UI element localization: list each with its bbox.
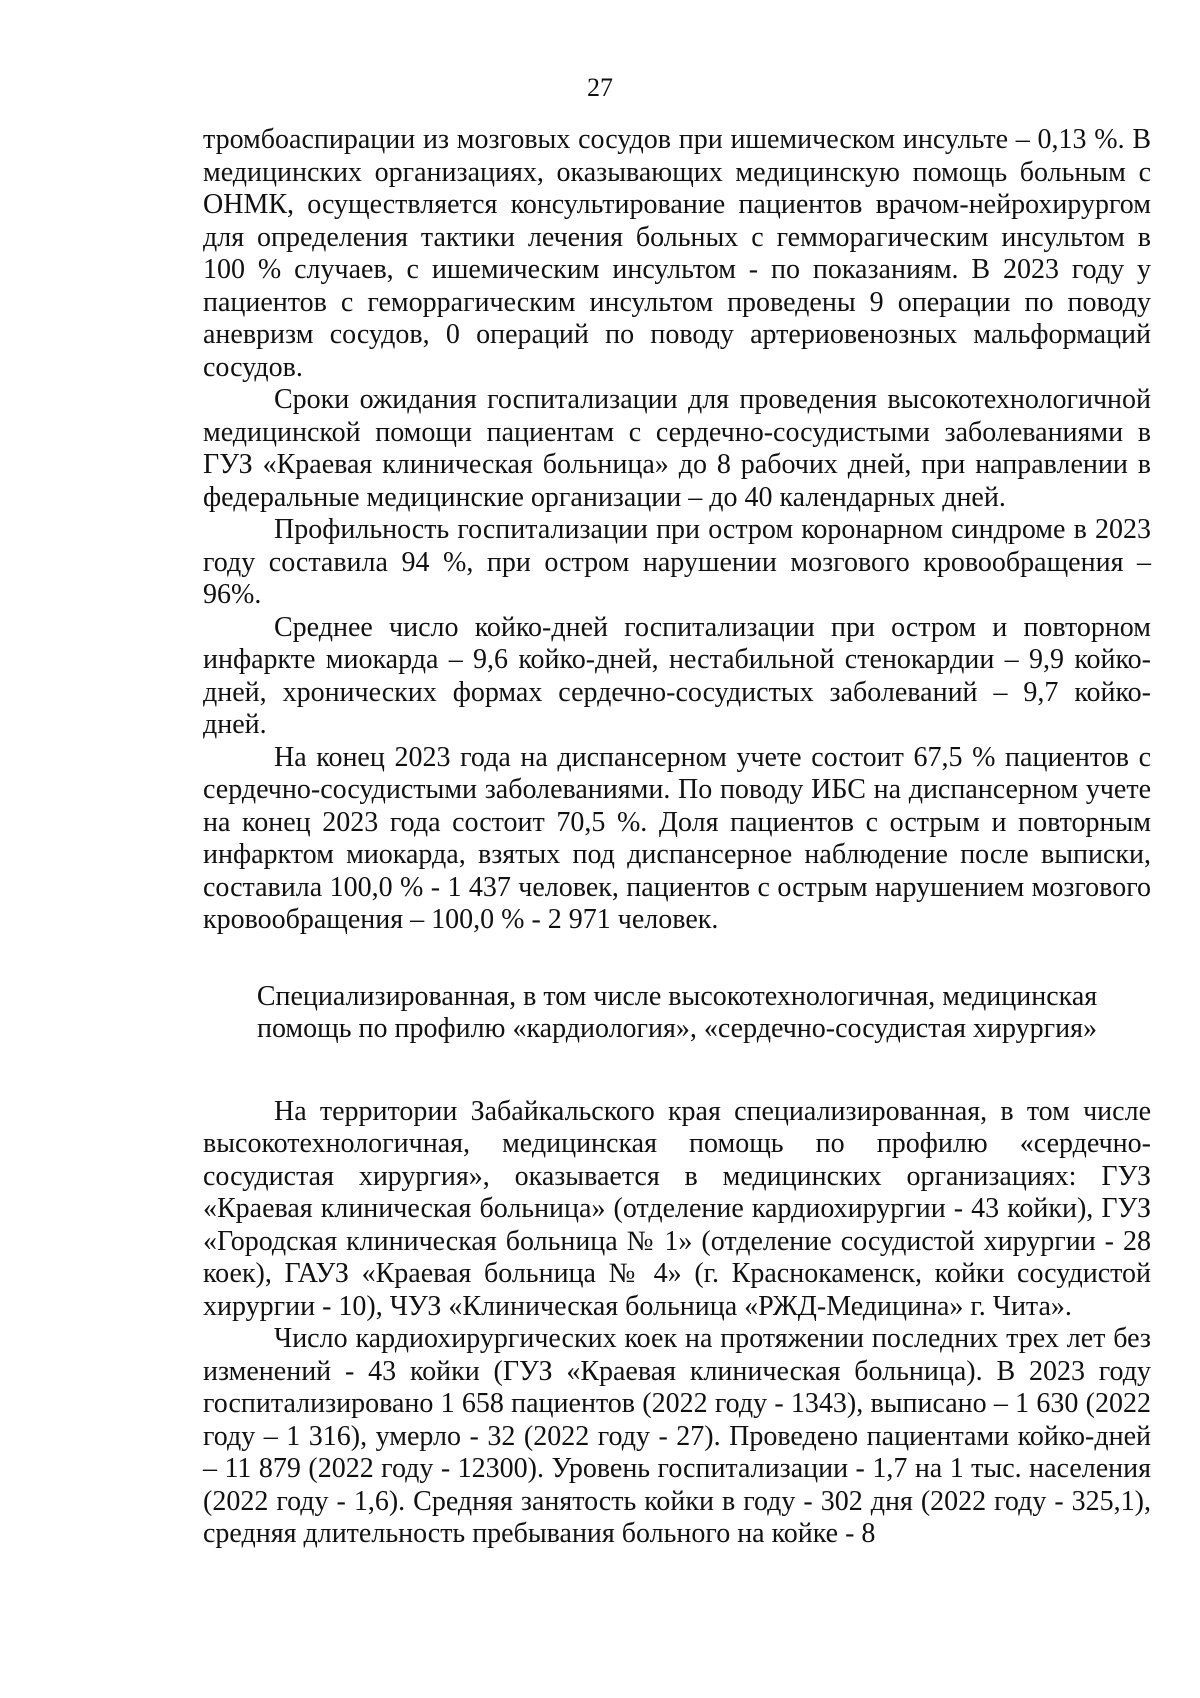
section-heading-line-2: помощь по профилю «кардиология», «сердечно-сосудистая хирургия» xyxy=(256,1013,1098,1044)
paragraph-waiting-times: Сроки ожидания госпитализации для проведения высокотехнологичной медицинской помощи пациентам с сердечно-сосудистыми заболеваниями в ГУЗ «Краевая клиническая больница» до 8 рабочих дней, при направлении в федеральные медицинские организации – до 40 календарных дней. xyxy=(203,384,1151,513)
paragraph-cardiosurgery-beds: Число кардиохирургических коек на протяжении последних трех лет без изменений - 43 койки (ГУЗ «Краевая клиническая больница). В 2023 году госпитализировано 1 658 пациентов (2022 году - 1343), выписано – 1 630 (2022 году – 1 316), умерло - 32 (2022 году - 27). Проведено пациентами койко-дней – 11 879 (2022 году - 12300). Уровень госпитализации - 1,7 на 1 тыс. населения (2022 году - 1,6). Средняя занятость койки в году - 302 дня (2022 году - 325,1), средняя длительность пребывания больного на койке - 8 xyxy=(203,1323,1151,1549)
paragraph-continued: тромбоаспирации из мозговых сосудов при ишемическом инсульте – 0,13 %. В медицинских организациях, оказывающих медицинскую помощь больным с ОНМК, осуществляется консультирование пациентов врачом-нейрохирургом для определения тактики лечения больных с гемморагическим инсультом в 100 % случаев, с ишемическим инсультом - по показаниям. В 2023 году у пациентов с геморрагическим инсультом проведены 9 операции по поводу аневризм сосудов, 0 операций по поводу артериовенозных мальформаций сосудов. xyxy=(203,124,1151,383)
section-heading xyxy=(203,981,1151,1046)
paragraph-organizations: На территории Забайкальского края специализированная, в том числе высокотехнологичная, медицинская помощь по профилю «сердечно-сосудистая хирургия», оказывается в медицинских организациях: ГУЗ «Краевая клиническая больница» (отделение кардиохирургии - 43 койки), ГУЗ «Городская клиническая больница № 1» (отделение сосудистой хирургии - 28 коек), ГАУЗ «Краевая больница № 4» (г. Краснокаменск, койки сосудистой хирургии - 10), ЧУЗ «Клиническая больница «РЖД-Медицина» г. Чита». xyxy=(203,1095,1151,1322)
page-number: 27 xyxy=(587,73,613,102)
paragraph-hospitalization-profile: Профильность госпитализации при остром коронарном синдроме в 2023 году составила 94 %, при остром нарушении мозгового кровообращения – 96%. xyxy=(203,514,1151,610)
paragraph-dispensary: На конец 2023 года на диспансерном учете состоит 67,5 % пациентов с сердечно-сосудистыми заболеваниями. По поводу ИБС на диспансерном учете на конец 2023 года состоит 70,5 %. Доля пациентов с острым и повторным инфарктом миокарда, взятых под диспансерное наблюдение после выписки, составила 100,0 % - 1 437 человек, пациентов с острым нарушением мозгового кровообращения – 100,0 % - 2 971 человек. xyxy=(203,741,1151,935)
document-body xyxy=(203,124,1151,1551)
section-heading-line-1: Специализированная, в том числе высокотехнологичная, медицинская xyxy=(256,980,1098,1012)
paragraph-bed-days: Среднее число койко-дней госпитализации при остром и повторном инфаркте миокарда – 9,6 койко-дней, нестабильной стенокардии – 9,9 койко-дней, хронических формах сердечно-сосудистых заболеваний – 9,7 койко-дней. xyxy=(203,611,1151,740)
